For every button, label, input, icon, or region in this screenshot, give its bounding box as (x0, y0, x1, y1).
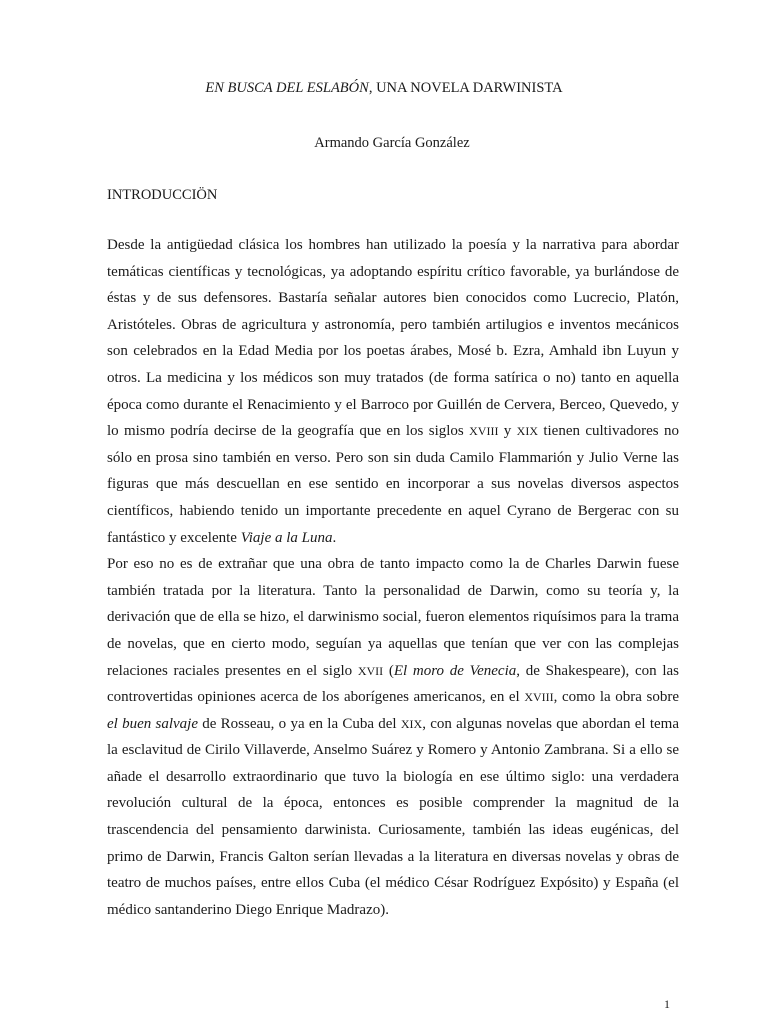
century-numeral: XVII (357, 663, 384, 678)
text-run: de Rosseau, o ya en la Cuba del (198, 715, 401, 732)
text-run: , con algunas novelas que abordan el tema la esclavitud de Cirilo Villaverde, Anselmo Suárez y Romero y Antonio Zambrana. Si a ello se añade el desarrollo extraordinario que tuvo la biología en ese último siglo: una verdadera revolución cultural de la época, entonces es posible comprender la magnitud de la trascendencia del pensamiento darwinista. Curiosamente, también las ideas eugénicas, del primo de Darwin, Francis Galton serían llevadas a la literatura en diversas novelas y obras de teatro de muchos países, entre ellos Cuba (el médico César Rodríguez Expósito) y España (el médico santanderino Diego Enrique Madrazo). (107, 715, 679, 918)
text-run: y (498, 423, 517, 440)
century-numeral: XIX (516, 424, 538, 439)
century-numeral: XIX (400, 716, 423, 731)
text-run: , como la obra sobre (553, 689, 680, 706)
book-title: El moro de Venecia (393, 662, 517, 679)
text-run: Desde la antigüedad clásica los hombres han utilizado la poesía y la narrativa para abordar temáticas científicas y tecnológicas, ya adoptando espíritu crítico favorable, ya burlándose de éstas y de sus defensores. Bastaría señalar autores bien conocidos como Lucrecio, Platón, Aristóteles. Obras de agricultura y astronomía, pero también artilugios e inventos mecánicos son celebrados en la Edad Media por los poetas árabes, Mosé b. Ezra, Amhald ibn Luyun y otros. La medicina y los médicos son muy tratados (de forma satírica o no) tanto en aquella época como durante el Renacimiento y el Barroco por Guillén de Cervera, Berceo, Quevedo, y lo mismo podría decirse de la geografía que en los siglos (107, 237, 679, 440)
document-title (0, 78, 768, 98)
book-title: el buen salvaje (107, 715, 198, 732)
paragraph-1 (107, 232, 679, 551)
page-number: 1 (664, 997, 670, 1011)
book-title: Viaje a la Luna (240, 529, 333, 546)
paragraph-2 (107, 551, 679, 923)
section-heading: INTRODUCCIÖN (107, 187, 218, 203)
title-italic-part: EN BUSCA DEL ESLABÓN (205, 80, 369, 96)
title-rest: , UNA NOVELA DARWINISTA (368, 80, 563, 96)
text-run: , de Shakespeare), con las controvertidas opiniones acerca de los aborígenes americanos, en el (107, 662, 680, 706)
text-run: Por eso no es de extrañar que una obra de tanto impacto como la de Charles Darwin fuese también tratada por la literatura. Tanto la personalidad de Darwin, como su teoría y, la derivación que de ella se hizo, el darwinismo social, fueron elementos riquísimos para la trama de novelas, que en cierto modo, seguían ya aquellas que tenían que ver con las complejas relaciones raciales presentes en el siglo (107, 556, 679, 679)
author-name: Armando García González (314, 135, 470, 151)
century-numeral: XVIII (469, 424, 499, 439)
text-run: . (332, 529, 337, 546)
century-numeral: XVIII (524, 690, 554, 705)
body-text (107, 232, 679, 923)
text-run: ( (383, 662, 394, 679)
text-run: tienen cultivadores no sólo en prosa sino también en verso. Pero son sin duda Camilo Flammarión y Julio Verne las figuras que más descuellan en ese sentido en incorporar a sus novelas diversos aspectos científicos, habiendo tenido un importante precedente en aquel Cyrano de Bergerac con su fantástico y excelente (107, 423, 679, 546)
